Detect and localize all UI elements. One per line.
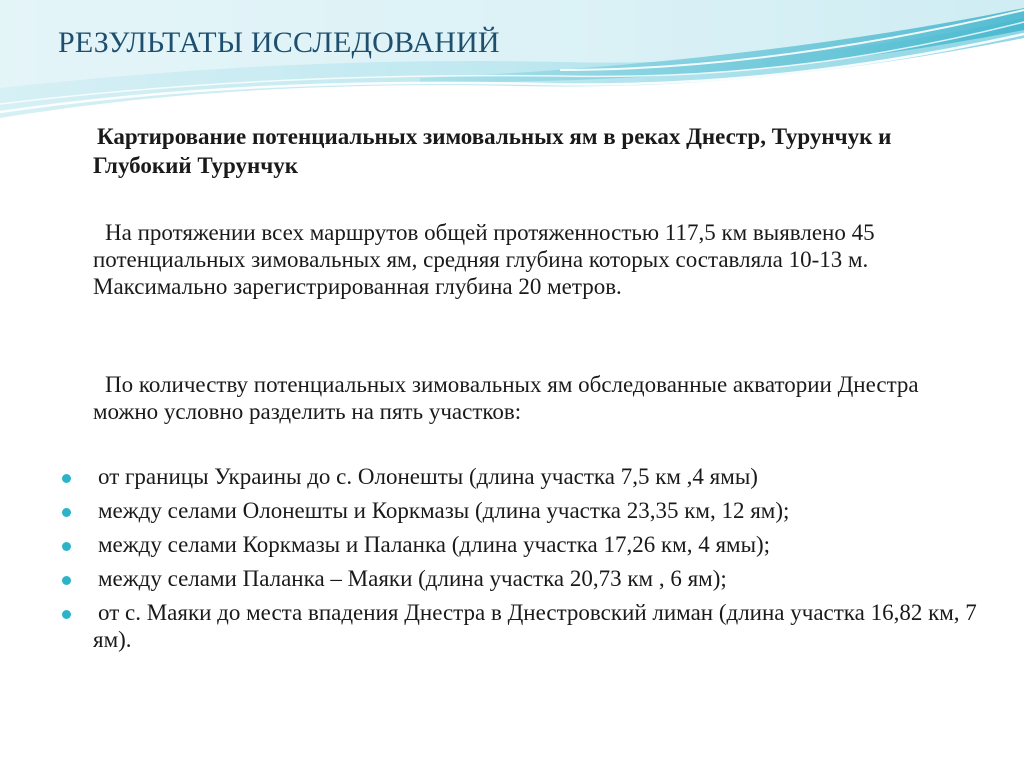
header-wave-decoration (0, 0, 1024, 130)
list-item (58, 531, 978, 558)
bullet-dot-icon (62, 508, 71, 517)
bullet-dot-icon (62, 576, 71, 585)
sections-list (58, 463, 978, 660)
list-item-text: между селами Паланка – Маяки (длина участка 20,73 км , 6 ям); (98, 566, 727, 591)
paragraph-routes-summary: На протяжении всех маршрутов общей протяженностью 117,5 км выявлено 45 потенциальных зимовальных ям, средняя глубина которых составляла 10-13 м. Максимально зарегистрированная глубина 20 метров. (93, 220, 875, 299)
list-item-text: от с. Маяки до места впадения Днестра в Днестровский лиман (длина участка 16,82 км, 7 ям). (93, 600, 977, 652)
list-item-text: между селами Олонешты и Коркмазы (длина участка 23,35 км, 12 ям); (98, 498, 790, 523)
list-item (58, 599, 978, 653)
bullet-dot-icon (62, 474, 71, 483)
slide-title: РЕЗУЛЬТАТЫ ИССЛЕДОВАНИЙ (58, 26, 500, 59)
paragraph-sections-intro: По количеству потенциальных зимовальных ям обследованные акватории Днестра можно условно разделить на пять участков: (93, 372, 919, 424)
bullet-dot-icon (62, 542, 71, 551)
list-item (58, 497, 978, 524)
list-item (58, 565, 978, 592)
list-item-text: между селами Коркмазы и Паланка (длина участка 17,26 км, 4 ямы); (98, 532, 771, 557)
list-item (58, 463, 978, 490)
slide-subtitle: Картирование потенциальных зимовальных ям в реках Днестр, Турунчук и Глубокий Турунчук (93, 124, 892, 178)
list-item-text: от границы Украины до с. Олонешты (длина участка 7,5 км ,4 ямы) (98, 464, 758, 489)
bullet-dot-icon (62, 610, 71, 619)
